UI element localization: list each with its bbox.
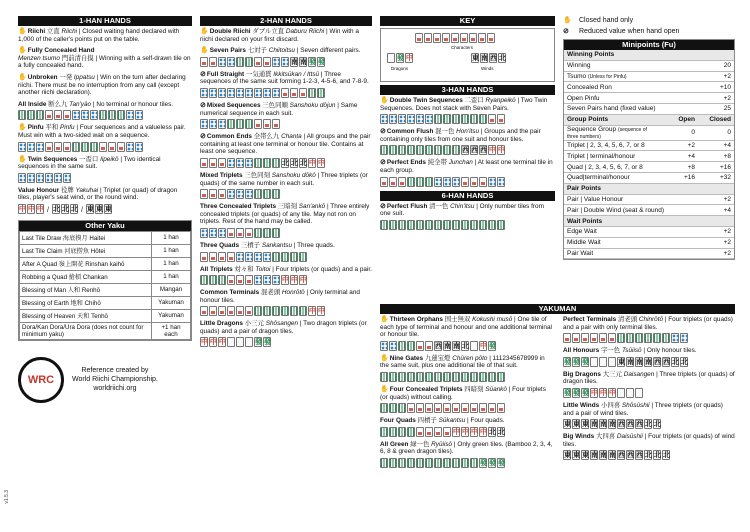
tile-row xyxy=(18,172,192,183)
table-row: Middle Wait +2 xyxy=(564,237,734,248)
closed-hand-icon: ✋ xyxy=(18,124,27,132)
column-three xyxy=(380,16,555,234)
closed-hand-icon: ✋ xyxy=(18,47,27,55)
column-four xyxy=(563,16,735,260)
fu-section-heading: Winning Points xyxy=(564,50,734,60)
yaku-pinfu: ✋Pinfu 平和 Pinfu | Four sequences and a valueless pair. Must win with a two-sided wait on a sequence. xyxy=(18,124,192,151)
tile-row xyxy=(200,251,372,262)
legend-closed: ✋ Closed hand only xyxy=(563,16,634,24)
yaku-sanshoku: ⊘Mixed Sequences 三色同順 Sanshoku dōjun | Same numerical sequence in each suit. xyxy=(200,102,372,129)
tile-row xyxy=(18,141,192,152)
yaku-chinroto: Perfect Terminals 清老頭 Chinrōtō | Four triplets (or quads) and a pair with only terminal tiles. xyxy=(563,316,735,343)
closed-hand-icon: ✋ xyxy=(18,73,27,81)
tile-row xyxy=(380,219,555,230)
tile-row: 中 中 中 中 北 北 xyxy=(380,426,555,437)
key-winds: 東 南 西 北 xyxy=(472,55,506,62)
minipoints-table: Minipoints (Fu) Winning Points Winning 20 Tsumo (Unless for Pinfu) +2 Concealed Ron +10 Open Pinfu +2 Seven Pairs hand (fixed value) 25 Group Points Open Closed Sequence Group (sequence of three numbers) 0 0 Triplet | 2, 3, 4, 5, 6, 7, or 8 +2 +4 Triplet | terminal/honour +4 +8 Quad | 2, 3, 4, 5, 6, 7, or 8 +8 +16 Quad|terminal/honour +16 +32 Pair Points Pair | Value Honour +2 Pair | Double Wind (seat & round) +4 Wait Points Edge Wait +2 Middle Wait +2 Pair Wait +2 xyxy=(563,39,735,260)
table-row: Sequence Group (sequence of three numbers) 0 0 xyxy=(564,125,734,140)
yaku-chuuren: ✋Nine Gates 九蓮宝燈 Chūren pōto | 1112345678999 in the same suit, plus one additional tile of that suit. xyxy=(380,355,555,382)
table-row: Blessing of Man 人和 Renhō Mangan xyxy=(20,283,191,296)
yaku-daisangen: Big Dragons 大三元 Daisangen | Three triplets (or quads) of dragon tiles. 發 發 發 中 中 中 xyxy=(563,370,735,397)
closed-hand-icon: ✋ xyxy=(200,28,209,35)
section-header-yakuman: YAKUMAN xyxy=(380,304,735,314)
tile-row: 南 南 發 發 xyxy=(200,56,372,67)
table-row: Triplet | terminal/honour +4 +8 xyxy=(564,151,734,162)
table-row: Pair Wait +2 xyxy=(564,248,734,259)
wrc-logo: WRC xyxy=(18,357,64,403)
table-row: Dora/Kan Dora/Ura Dora (does not count for minimum yaku) +1 han each xyxy=(20,322,191,339)
table-row: Last Tile Draw 海底摸月 Haitei 1 han xyxy=(20,231,191,244)
ref-line: Reference created by xyxy=(81,367,149,375)
table-row: Pair | Value Honour +2 xyxy=(564,194,734,205)
fu-section-heading: Wait Points xyxy=(564,216,734,227)
table-row: Open Pinfu +2 xyxy=(564,93,734,104)
yaku-shosangen: Little Dragons 小三元 Shōsangen | Two dragon triplets (or quads) and a pair of dragon tiles. 中 中 中 發 發 xyxy=(200,320,372,347)
tile-row: 西 西 西 中 中 xyxy=(380,144,555,155)
section-header-2han: 2-HAN HANDS xyxy=(200,16,372,26)
yaku-sananko: Three Concealed Triplets 三暗刻 San'ankō | Three entirely concealed triplets (or quads) of any tile. May not ron on triplets. Rest of the hand may be called. xyxy=(200,203,372,238)
tile-row xyxy=(200,87,372,98)
key-label: Characters xyxy=(451,45,474,50)
closed-hand-icon: ✋ xyxy=(380,354,389,362)
tile-row: 東 東 東 南 南 南 西 西 西 北 北 xyxy=(564,421,661,429)
yaku-iipeiko: ✋Twin Sequences 一盃口 Iipeikō | Two identical sequences in the same suit. xyxy=(18,156,192,183)
table-row: Robbing a Quad 搶槓 Chankan 1 han xyxy=(20,270,191,283)
fu-section-heading: Group Points xyxy=(564,114,662,125)
tile-row xyxy=(563,332,735,343)
tile-row: 北 北 北 中 中 xyxy=(200,157,372,168)
table-row: Blessing of Earth 地和 Chihō Yakuman xyxy=(20,296,191,309)
yaku-menzen-tsumo: ✋Fully Concealed Hand Menzen tsumo 門前清自摸 | Winning with a self-drawn tile on a fully concealed hand. xyxy=(18,47,191,70)
tile-row: 發 發 發 東 南 南 南 西 西 北 北 xyxy=(564,358,688,366)
yaku-honitsu: ⊘Common Flush 混一色 Hon'itsu | Groups and the pair containing only tiles from one suit and honour tiles. 西 西 西 中 中 xyxy=(380,128,555,155)
ref-line: World Riichi Championship. xyxy=(72,376,158,384)
closed-hand-icon: ✋ xyxy=(18,28,27,35)
reduced-icon: ⊘ xyxy=(380,159,386,167)
yaku-ittsu: ⊘Full Straight 一気通貫 Ikkitsūkan / Ittsū | Three sequences of the same suit forming 1-2-3, 4-5-6, and 7-8-9. xyxy=(200,71,372,98)
yaku-honroto: Common Terminals 混老頭 Honrōtō | Only terminal and honour tiles. 中 中 xyxy=(200,289,372,316)
yaku-kokushi: ✋Thirteen Orphans 国士無双 Kokushi musō | One tile of each type of terminal and honour and one additional terminal or honour tile. 西 南 南 北 中 發 xyxy=(380,316,555,351)
table-row: Tsumo (Unless for Pinfu) +2 xyxy=(564,71,734,82)
reduced-icon: ⊘ xyxy=(380,202,386,210)
tile-row: 發 發 發 中 中 中 xyxy=(563,387,735,398)
closed-hand-icon: ✋ xyxy=(380,97,389,104)
minipoints-title: Minipoints (Fu) xyxy=(564,40,734,50)
tile-row xyxy=(200,227,372,238)
table-row: After A Quad 嶺上開花 Rinshan kaihō 1 han xyxy=(20,257,191,270)
yaku-tsuuiisou: All Honours 字一色 Tsūiisō | Only honour tiles. 發 發 發 東 南 南 南 西 西 北 北 xyxy=(563,347,735,367)
closed-hand-icon: ✋ xyxy=(380,316,389,323)
reduced-icon: ⊘ xyxy=(380,128,386,136)
table-row: Quad | 2, 3, 4, 5, 6, 7, or 8 +8 +16 xyxy=(564,162,734,173)
yaku-chanta: ⊘Common Ends 全帯么九 Chanta | All groups and the pair containing at least one terminal or honour tile. Contains at least one sequence. 北 北 北 中 中 xyxy=(200,133,371,167)
yaku-toitoi: All Triplets 対々和 Toitoi | Four triplets (or quads) and a pair. 中 中 中 xyxy=(200,265,372,285)
closed-hand-icon: ✋ xyxy=(18,155,27,163)
key-dragons: 發 中 xyxy=(387,53,413,63)
yaku-double-riichi: ✋Double Riichi ダブル立直 Daburu Riichi | Win with a riichi declared on your first discard. xyxy=(200,28,359,43)
yaku-ippatsu: ✋Unbroken 一発 Ippatsu | Win on the turn after declaring riichi. There must be no interruption from any call (except another riichi declaration). xyxy=(18,73,186,97)
section-header-3han: 3-HAN HANDS xyxy=(380,85,555,95)
tile-row: 中 中 xyxy=(200,305,372,316)
table-row: Last Tile Claim 河底撈魚 Hōtei 1 han xyxy=(20,244,191,257)
yaku-sankantsu: Three Quads 三槓子 Sankantsu | Three quads. xyxy=(200,242,372,262)
table-row: Triplet | 2, 3, 4, 5, 6, 7, or 8 +2 +4 xyxy=(564,140,734,151)
closed-hand-icon: ✋ xyxy=(380,385,389,393)
key-label: Dragons xyxy=(391,66,409,71)
version-label: v1.5.3 xyxy=(4,490,10,504)
section-header-key: KEY xyxy=(380,16,555,26)
fu-section-heading: Pair Points xyxy=(564,183,734,194)
key-label: Winds xyxy=(481,66,494,71)
ref-link[interactable]: worldriichi.org xyxy=(93,385,137,393)
table-row: Blessing of Heaven 天和 Tenhō Yakuman xyxy=(20,309,191,322)
table-row: Concealed Ron +10 xyxy=(564,82,734,93)
closed-hand-icon: ✋ xyxy=(563,17,572,24)
tile-row: 中 中 中 / 北 北 北 / 東 東 東 xyxy=(19,205,112,214)
reduced-icon: ⊘ xyxy=(200,133,206,141)
column-two-han xyxy=(200,16,372,351)
other-yaku-title: Other Yaku xyxy=(19,221,191,231)
tile-row: 中 中 中 xyxy=(200,274,372,285)
section-header-1han: 1-HAN HANDS xyxy=(18,16,192,26)
reference-block xyxy=(18,357,192,403)
table-row: Seven Pairs hand (fixed value) 25 xyxy=(564,103,734,114)
reduced-icon: ⊘ xyxy=(563,28,569,35)
yakuman-section xyxy=(380,304,735,472)
key-characters xyxy=(415,33,495,43)
tile-row xyxy=(380,402,555,413)
tile-row: 西 南 南 北 中 發 xyxy=(380,340,555,351)
tile-row xyxy=(380,113,555,124)
tile-row xyxy=(200,118,372,129)
yaku-sanshoku-doko: Mixed Triplets 三色同刻 Sanshoku dōkō | Three triplets (or quads) of the same number in each suit. xyxy=(200,172,372,199)
tile-row: 中 中 中 發 發 xyxy=(201,339,271,347)
yaku-shosushi: Little Winds 小四喜 Shōsūshii | Three triplets (or quads) and a pair of wind tiles. 東 東 東 南 南 南 西 西 西 北 北 xyxy=(563,402,735,429)
reduced-icon: ⊘ xyxy=(200,101,206,109)
table-row: Edge Wait +2 xyxy=(564,226,734,237)
yaku-daisushi: Big Winds 大四喜 Daisūshii | Four triplets (or quads) of wind tiles. 東 東 東 南 南 南 西 西 西 北 北 北 xyxy=(563,433,735,460)
yaku-chinitsu: ⊘Perfect Flush 清一色 Chin'itsu | Only number tiles from one suit. xyxy=(380,203,555,230)
other-yaku-table xyxy=(18,220,192,341)
table-row: Quad|terminal/honour +16 +32 xyxy=(564,172,734,183)
section-header-6han: 6-HAN HANDS xyxy=(380,191,555,201)
yaku-junchan: ⊘Perfect Ends 純全帯 Junchan | At least one terminal tile in each group. xyxy=(380,159,555,186)
key-box xyxy=(380,28,555,82)
yaku-suuanko: ✋Four Concealed Triplets 四暗刻 Sūankō | Four triplets (or quads) without calling. xyxy=(380,386,555,413)
tile-row xyxy=(380,176,555,187)
closed-hand-icon: ✋ xyxy=(200,47,209,55)
yaku-suukantsu: Four Quads 四槓子 Sūkantsu | Four quads. 中 中 中 中 北 北 xyxy=(380,417,555,437)
reduced-icon: ⊘ xyxy=(200,70,206,78)
yaku-yakuhai: Value Honour 役牌 Yakuhai | Triplet (or quad) of dragon tiles, player's seat wind, or the round wind. 中 中 中 / 北 北 北 / 東 東 東 xyxy=(18,187,192,214)
table-row: Pair | Double Wind (seat & round) +4 xyxy=(564,205,734,216)
tile-row xyxy=(380,371,555,382)
yaku-riichi: ✋Riichi 立直 Riichi | Closed waiting hand declared with 1,000 of the caller's points put on the table. xyxy=(18,28,180,43)
table-row: Winning 20 xyxy=(564,60,734,71)
tile-row: 東 東 東 南 南 南 西 西 西 北 北 北 xyxy=(564,452,670,460)
column-one-han xyxy=(18,16,192,403)
tile-row: 發 發 發 xyxy=(380,457,555,468)
legend-reduced: ⊘ Reduced value when hand open xyxy=(563,27,680,35)
tile-row xyxy=(18,109,192,120)
yaku-tanyao: All Inside 断么九 Tan'yāo | No terminal or honour tiles. xyxy=(18,101,192,121)
yaku-chiitoitsu: ✋Seven Pairs 七対子 Chiitoitsu | Seven different pairs. 南 南 發 發 xyxy=(200,47,372,67)
tile-row xyxy=(200,188,372,199)
yaku-ryanpeiko: ✋Double Twin Sequences 二盃口 Ryanpeikō | Two Twin Sequences. Does not stack with Seven Pairs. xyxy=(380,97,555,124)
yaku-ryuuiisou: All Green 緑一色 Ryūiisō | Only green tiles. (Bamboo 2, 3, 4, 6, 8 & green dragon tiles). 發 發 發 xyxy=(380,441,555,468)
